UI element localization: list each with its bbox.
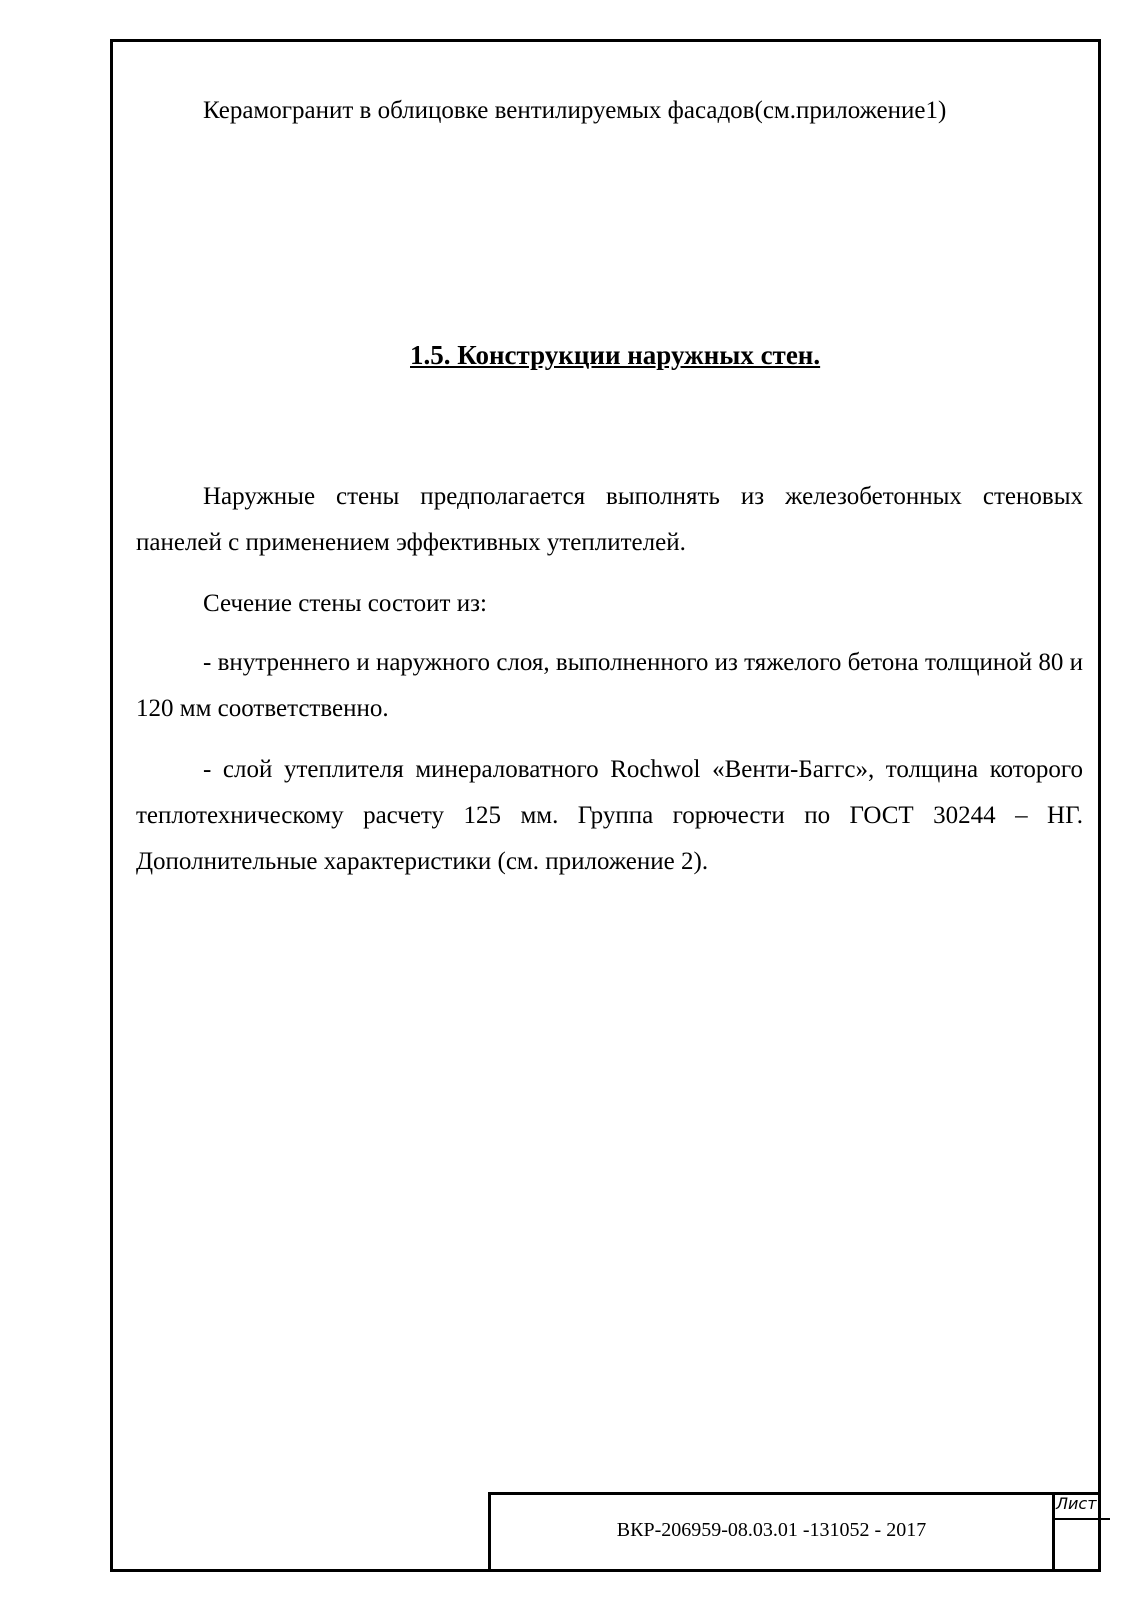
paragraph-walls: Наружные стены предполагается выполнять из железобетонных стеновых панелей с применением эффективных утеплителей. [136, 483, 1083, 556]
stamp-top-line [488, 1492, 1101, 1495]
stamp-right-line [1052, 1492, 1055, 1572]
paragraph-section-intro: Сечение стены состоит из: [203, 590, 487, 617]
intro-line: Керамогранит в облицовке вентилируемых фасадов(см.приложение1) [203, 97, 947, 124]
paragraph-insulation-layer: - слой утеплителя минераловатного Rochwol «Венти-Баггс», толщина которого теплотехническому расчету 125 мм. Группа горючести по ГОСТ 30244 – НГ. Дополнительные характеристики (см. приложение 2). [136, 756, 1083, 875]
section-heading: 1.5. Конструкции наружных стен. [410, 340, 821, 370]
paragraph-concrete-layers: - внутреннего и наружного слоя, выполненного из тяжелого бетона толщиной 80 и 120 мм соответственно. [136, 649, 1083, 722]
document-code: ВКР-206959-08.03.01 -131052 - 2017 [616, 1519, 927, 1541]
sheet-cell-divider [1052, 1518, 1110, 1520]
sheet-label: Лист [1056, 1494, 1097, 1513]
